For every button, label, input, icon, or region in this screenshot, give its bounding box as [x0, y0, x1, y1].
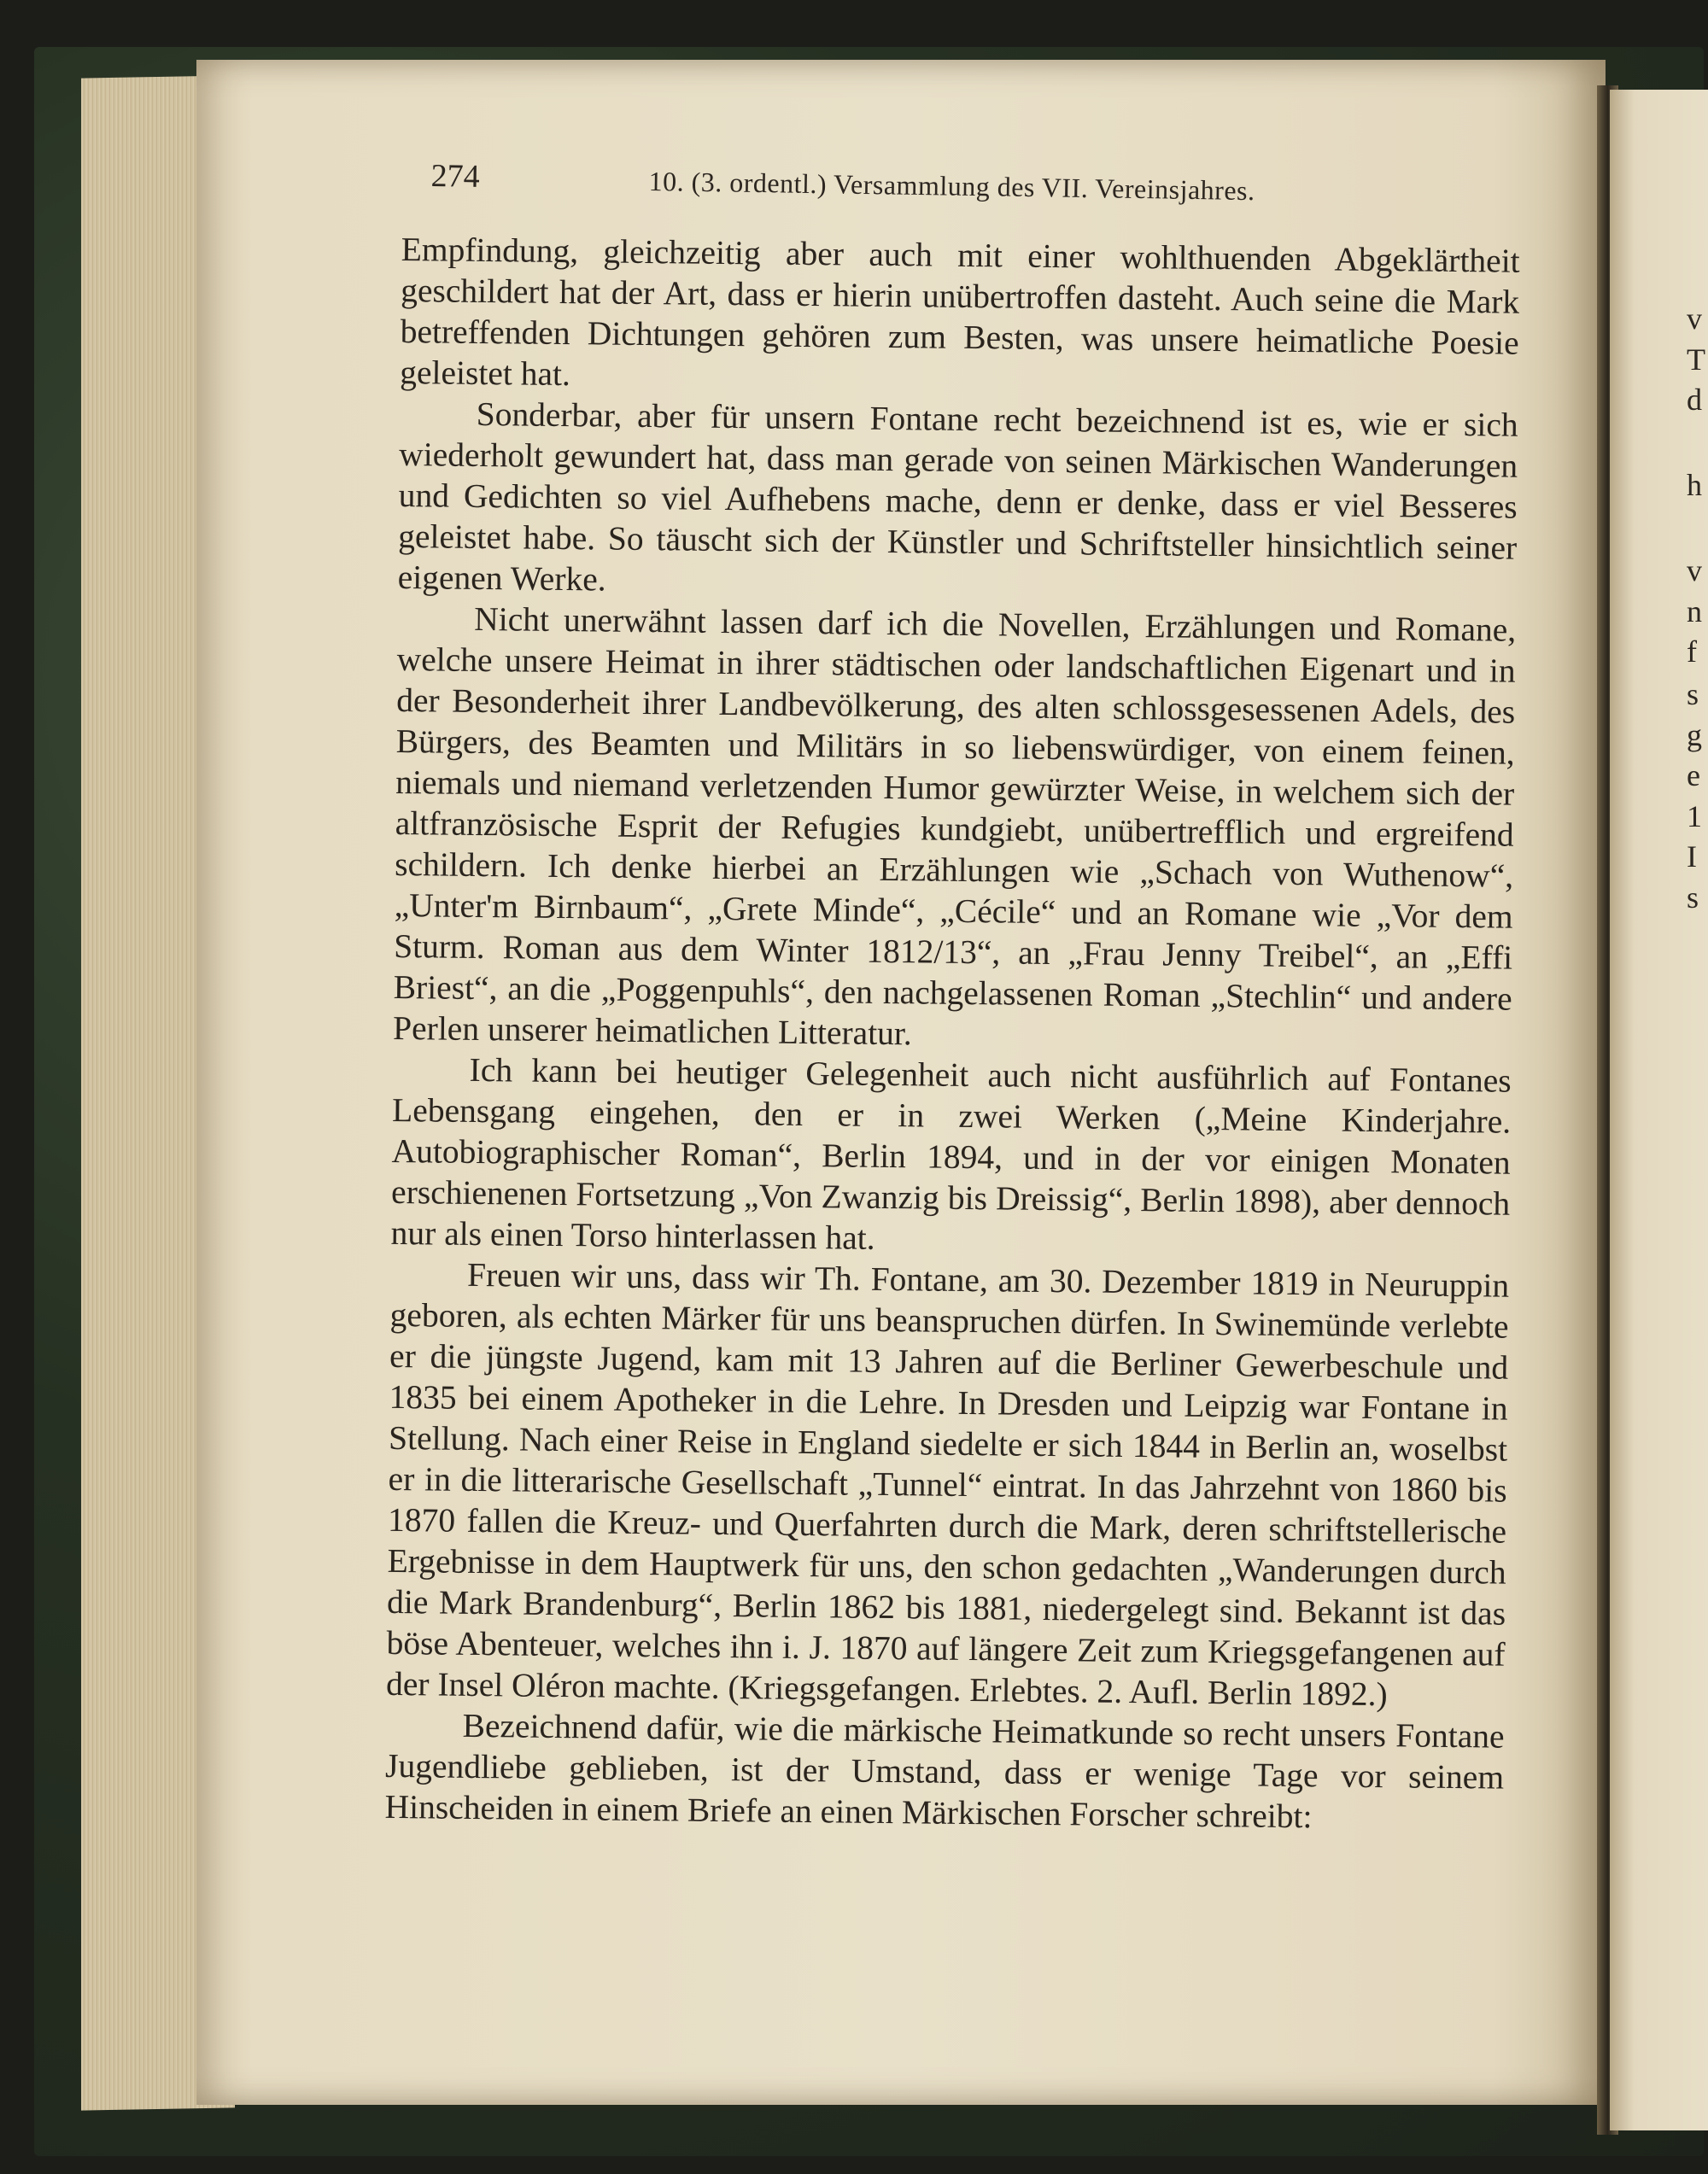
facing-letter: s — [1687, 880, 1699, 915]
paragraph: Freuen wir uns, dass wir Th. Fontane, am 30. Dezember 1819 in Neuruppin geboren, als echten Märker für uns beanspruchen dürfen. In Swinemünde verlebte er die jüngste Jugend, kam mit 13 Jahren auf die Berliner Gewerbeschule und 1835 bei einem Apotheker in die Lehre. In Dresden und Leipzig war Fontane in Stellung. Nach einer Reise in England siedelte er sich 1844 in Berlin an, woselbst er in die litterarische Gesellschaft „Tunnel“ eintrat. In das Jahrzehnt von 1860 bis 1870 fallen die Kreuz- und Querfahrten durch die Mark, deren schriftstellerische Ergebnisse in dem Hauptwerk für uns, den schon gedachten „Wanderungen durch die Mark Brandenburg“, Berlin 1862 bis 1881, niedergelegt sind. Bekannt ist das böse Abenteuer, welches ihn i. J. 1870 auf längere Zeit zum Kriegsgefangenen auf der Insel Oléron machte. (Kriegsgefangen. Erlebtes. 2. Aufl. Berlin 1892.) — [385, 1255, 1510, 1714]
paragraph: Nicht unerwähnt lassen darf ich die Novellen, Erzählungen und Romane, welche unsere Heimat in ihrer städtischen oder landschaftlichen Eigenart und in der Besonderheit ihrer Landbevölkerung, des alten schlossgesessenen Adels, des Bürgers, des Beamten und Militärs in so liebenswürdiger, von einem feinen, niemals und niemand verletzenden Humor gewürzter Weise, in welchem sich der altfranzösische Esprit der Refugies kundgiebt, unübertrefflich und ergreifend schildern. Ich denke hierbei an Erzählungen wie „Schach von Wuthenow“, „Unter'm Birnbaum“, „Grete Minde“, „Cécile“ und an Romane wie „Vor dem Sturm. Roman aus dem Winter 1812/13“, an „Frau Jenny Treibel“, an „Effi Briest“, an die „Poggenpuhls“, den nachgelassenen Roman „Stechlin“ und andere Perlen unserer heimatlichen Litteratur. — [392, 599, 1517, 1053]
page-number: 274 — [430, 158, 481, 195]
facing-letter: I — [1687, 839, 1697, 874]
facing-letter: v — [1687, 553, 1702, 587]
facing-letter: f — [1687, 634, 1697, 669]
facing-letter: v — [1687, 301, 1702, 336]
facing-letter: g — [1687, 718, 1702, 752]
paragraph: Sonderbar, aber für unsern Fontane recht bezeichnend ist es, wie er sich wiederholt gewundert hat, dass man gerade von seinen Märkischen Wanderungen und Gedichten so viel Aufhebens mache, denn er denke, dass er viel Besseres geleistet habe. So täuscht sich der Künstler und Schriftsteller hinsichtlich seiner eigenen Werke. — [397, 394, 1518, 599]
paragraph: Ich kann bei heutiger Gelegenheit auch nicht ausführlich auf Fontanes Lebensgang eingehen, den er in zwei Werken („Meine Kinderjahre. Autobiographischer Roman“, Berlin 1894, und in der vor einigen Monaten erschienenen Fortsetzung „Von Zwanzig bis Dreissig“, Berlin 1898), aber dennoch nur als einen Torso hinterlassen hat. — [390, 1050, 1512, 1257]
paragraph: Empfindung, gleichzeitig aber auch mit einer wohlthuenden Abgeklärtheit geschildert hat der Art, dass er hierin unübertroffen dasteht. Auch seine die Mark betreffenden Dichtungen gehören zum Besten, was unsere heimatliche Poesie geleistet hat. — [400, 230, 1520, 394]
facing-letter: h — [1687, 468, 1702, 502]
facing-letter: 1 — [1687, 799, 1702, 833]
running-title: 10. (3. ordentl.) Versammlung des VII. Vereinsjahres. — [648, 166, 1255, 207]
body-text — [384, 229, 1520, 1839]
facing-letter: n — [1687, 594, 1702, 628]
facing-letter: d — [1687, 383, 1702, 417]
facing-letter: e — [1687, 758, 1700, 792]
facing-letter: s — [1687, 677, 1699, 711]
paragraph: Bezeichnend dafür, wie die märkische Heimatkunde so recht unsers Fontane Jugendliebe geblieben, ist der Umstand, dass er wenige Tage vor seinem Hinscheiden in einem Briefe an einen Märkischen Forscher schreibt: — [384, 1706, 1505, 1836]
facing-letter: T — [1687, 342, 1705, 377]
